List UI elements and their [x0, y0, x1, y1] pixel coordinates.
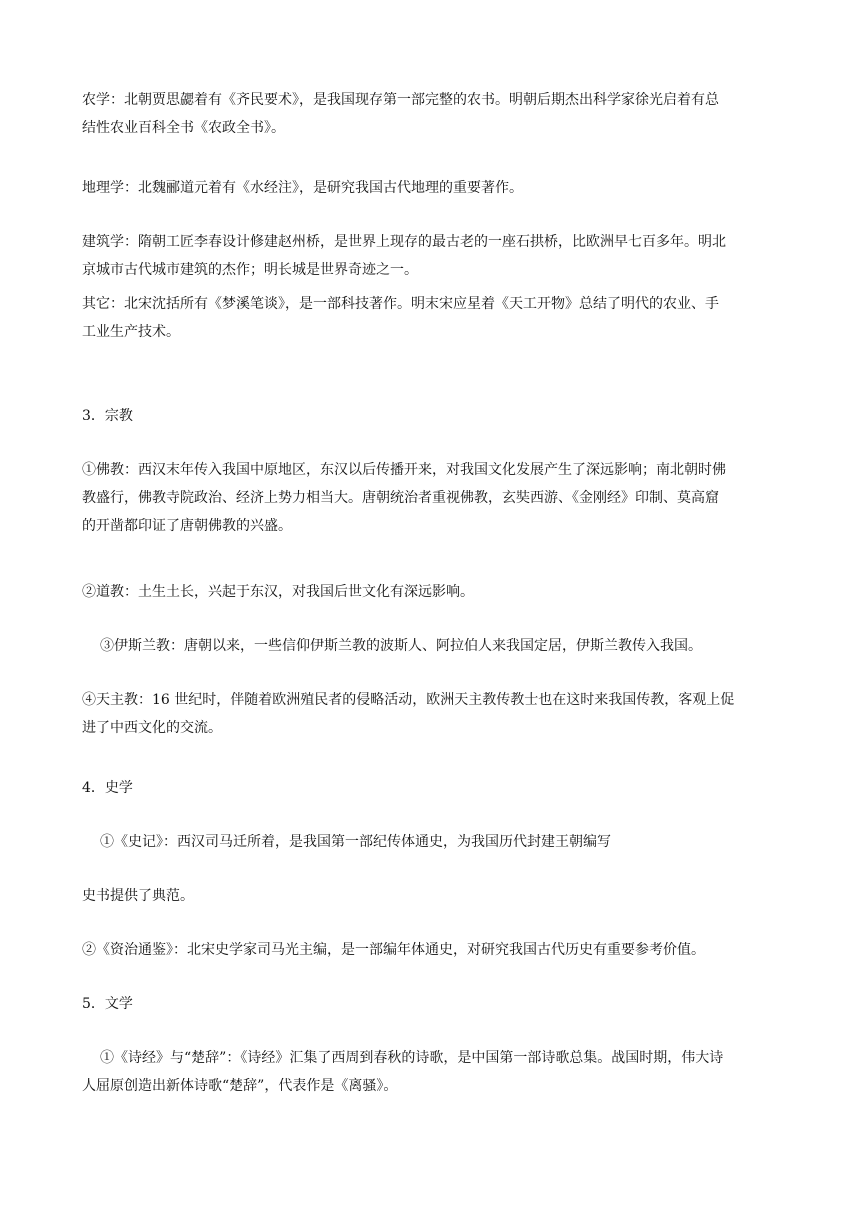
text-line: 进了中西文化的交流。: [82, 720, 222, 736]
text-line: ②《资治通鉴》：北宋史学家司马光主编，是一部编年体通史，对研究我国古代历史有重要参考价值。: [82, 942, 705, 958]
text-line: 人屈原创造出新体诗歌“楚辞”，代表作是《离骚》。: [82, 1078, 398, 1094]
text-line: 教盛行，佛教寺院政治、经济上势力相当大。唐朝统治者重视佛教，玄奘西游、《金刚经》印制、莫高窟: [82, 490, 719, 506]
heading-text: 3．宗教: [82, 408, 133, 424]
text-line: ①佛教：西汉末年传入我国中原地区，东汉以后传播开来，对我国文化发展产生了深远影响；南北朝时佛: [82, 462, 726, 478]
section-heading-literature: [82, 990, 782, 1018]
text-line: 建筑学：隋朝工匠李春设计修建赵州桥，是世界上现存的最古老的一座石拱桥，比欧洲早七百多年。明北: [82, 234, 726, 250]
text-line: ④天主教：16 世纪时，伴随着欧洲殖民者的侵略活动，欧洲天主教传教士也在这时来我国传教，客观上促: [82, 692, 735, 708]
paragraph-geography: [82, 174, 782, 202]
text-line: 史书提供了典范。: [82, 888, 194, 904]
heading-text: 5．文学: [82, 996, 133, 1012]
heading-text: 4．史学: [82, 780, 133, 796]
paragraph-agriculture: [82, 86, 782, 142]
paragraph-zizhi-tongjian: [82, 936, 782, 964]
text-line: ①《史记》：西汉司马迁所着，是我国第一部纪传体通史，为我国历代封建王朝编写: [100, 834, 611, 850]
paragraph-other: [82, 290, 782, 346]
paragraph-shiji: [100, 828, 800, 856]
text-line: 京城市古代城市建筑的杰作；明长城是世界奇迹之一。: [82, 262, 418, 278]
paragraph-architecture: [82, 228, 782, 284]
section-heading-religion: [82, 402, 782, 430]
paragraph-catholicism: [82, 686, 782, 742]
text-line: ①《诗经》与“楚辞”：《诗经》汇集了西周到春秋的诗歌，是中国第一部诗歌总集。战国时期，伟大诗: [100, 1050, 724, 1066]
text-line: 农学：北朝贾思勰着有《齐民要术》，是我国现存第一部完整的农书。明朝后期杰出科学家徐光启着有总: [82, 92, 719, 108]
text-line: 的开凿都印证了唐朝佛教的兴盛。: [82, 518, 292, 534]
text-line: 其它：北宋沈括所有《梦溪笔谈》，是一部科技著作。明末宋应星着《天工开物》总结了明代的农业、手: [82, 296, 719, 312]
paragraph-buddhism: [82, 456, 782, 540]
text-line: 结性农业百科全书《农政全书》。: [82, 120, 285, 136]
paragraph-taoism: [82, 578, 782, 606]
text-line: 工业生产技术。: [82, 324, 180, 340]
paragraph-shiji-continued: [82, 882, 782, 910]
paragraph-islam: [100, 632, 800, 660]
text-line: ③伊斯兰教：唐朝以来，一些信仰伊斯兰教的波斯人、阿拉伯人来我国定居，伊斯兰教传入我国。: [100, 638, 702, 654]
text-line: ②道教：土生土长，兴起于东汉，对我国后世文化有深远影响。: [82, 584, 474, 600]
section-heading-history: [82, 774, 782, 802]
text-line: 地理学：北魏郦道元着有《水经注》，是研究我国古代地理的重要著作。: [82, 180, 523, 196]
paragraph-shijing-chuci: [82, 1044, 800, 1100]
